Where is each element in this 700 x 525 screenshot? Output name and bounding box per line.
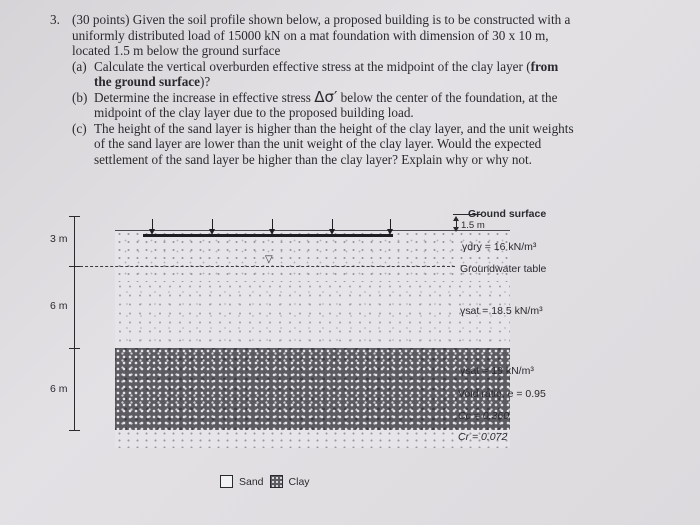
load-arrow-icon bbox=[332, 219, 333, 233]
intro-line-2: uniformly distributed load of 15000 kN on a mat foundation with dimension of 30 x 10 m, bbox=[72, 27, 549, 43]
dim-label-6m-clay: 6 m bbox=[50, 383, 68, 395]
gamma-sat-sand-label: γsat = 18.5 kN/m³ bbox=[460, 305, 543, 317]
part-c-line-1: (c) The height of the sand layer is higher than the height of the clay layer, and the unit weights bbox=[72, 120, 574, 136]
mat-foundation bbox=[143, 234, 393, 237]
dim-line-6m-clay bbox=[74, 348, 75, 430]
load-arrow-icon bbox=[272, 219, 273, 233]
clay-swatch-icon bbox=[270, 475, 283, 488]
ground-surface-line bbox=[115, 230, 510, 231]
ground-surface-label: Ground surface bbox=[468, 208, 547, 220]
water-table-icon: ▽ bbox=[265, 254, 273, 265]
legend-sand-label: Sand bbox=[239, 475, 264, 488]
legend-clay-label: Clay bbox=[288, 475, 310, 488]
question-number: 3. bbox=[50, 12, 60, 27]
part-c-line-2: of the sand layer are lower than the unit weight of the clay layer. Would the expected bbox=[94, 136, 542, 151]
part-c-line-3: settlement of the sand layer be higher than the clay layer? Explain why or why not. bbox=[94, 151, 532, 167]
part-b-line-2: midpoint of the clay layer due to the proposed building load. bbox=[94, 105, 414, 120]
groundwater-label: Groundwater table bbox=[460, 263, 547, 275]
dim-tick bbox=[69, 430, 80, 431]
clay-layer bbox=[115, 348, 510, 430]
intro-line-3: located 1.5 m below the ground surface bbox=[72, 43, 281, 58]
load-arrow-icon bbox=[390, 219, 391, 233]
depth-arrow-icon bbox=[456, 218, 457, 230]
sand-swatch-icon bbox=[220, 475, 233, 488]
part-a-line-1: (a) Calculate the vertical overburden effective stress at the midpoint of the clay layer (from bbox=[72, 58, 559, 74]
delta-sigma-symbol: Δσ′ bbox=[314, 87, 338, 106]
void-ratio-label: Void ratio, e = 0.95 bbox=[458, 388, 546, 400]
dim-label-3m: 3 m bbox=[50, 233, 68, 245]
soil-profile-diagram bbox=[50, 205, 620, 505]
cr-label: Cr = 0.072 bbox=[458, 431, 508, 443]
sand-layer-bottom bbox=[115, 430, 510, 448]
dim-label-6m-sand: 6 m bbox=[50, 300, 68, 312]
dim-line-3m bbox=[74, 216, 75, 266]
load-arrow-icon bbox=[212, 219, 213, 233]
sand-layer-lower bbox=[115, 282, 510, 348]
gamma-dry-label: γdry = 16 kN/m³ bbox=[462, 241, 537, 253]
cc-label: Cc = 0.360 bbox=[458, 410, 510, 422]
load-arrow-icon bbox=[152, 219, 153, 233]
gamma-sat-clay-label: γsat = 19 kN/m³ bbox=[460, 365, 534, 377]
question-text bbox=[50, 12, 640, 167]
part-b-line-1: (b) Determine the increase in effective stress Δσ′ below the center of the foundation, at the bbox=[72, 87, 558, 106]
groundwater-line bbox=[75, 266, 455, 267]
dim-line-6m-sand bbox=[74, 266, 75, 348]
depth-label: 1.5 m bbox=[461, 220, 485, 231]
legend bbox=[220, 475, 310, 488]
intro-line-1: 3. (30 points) Given the soil profile shown below, a proposed building is to be constructed with a bbox=[50, 12, 571, 27]
sand-layer-upper bbox=[115, 230, 510, 282]
part-a-line-2: the ground surface)? bbox=[94, 74, 211, 89]
